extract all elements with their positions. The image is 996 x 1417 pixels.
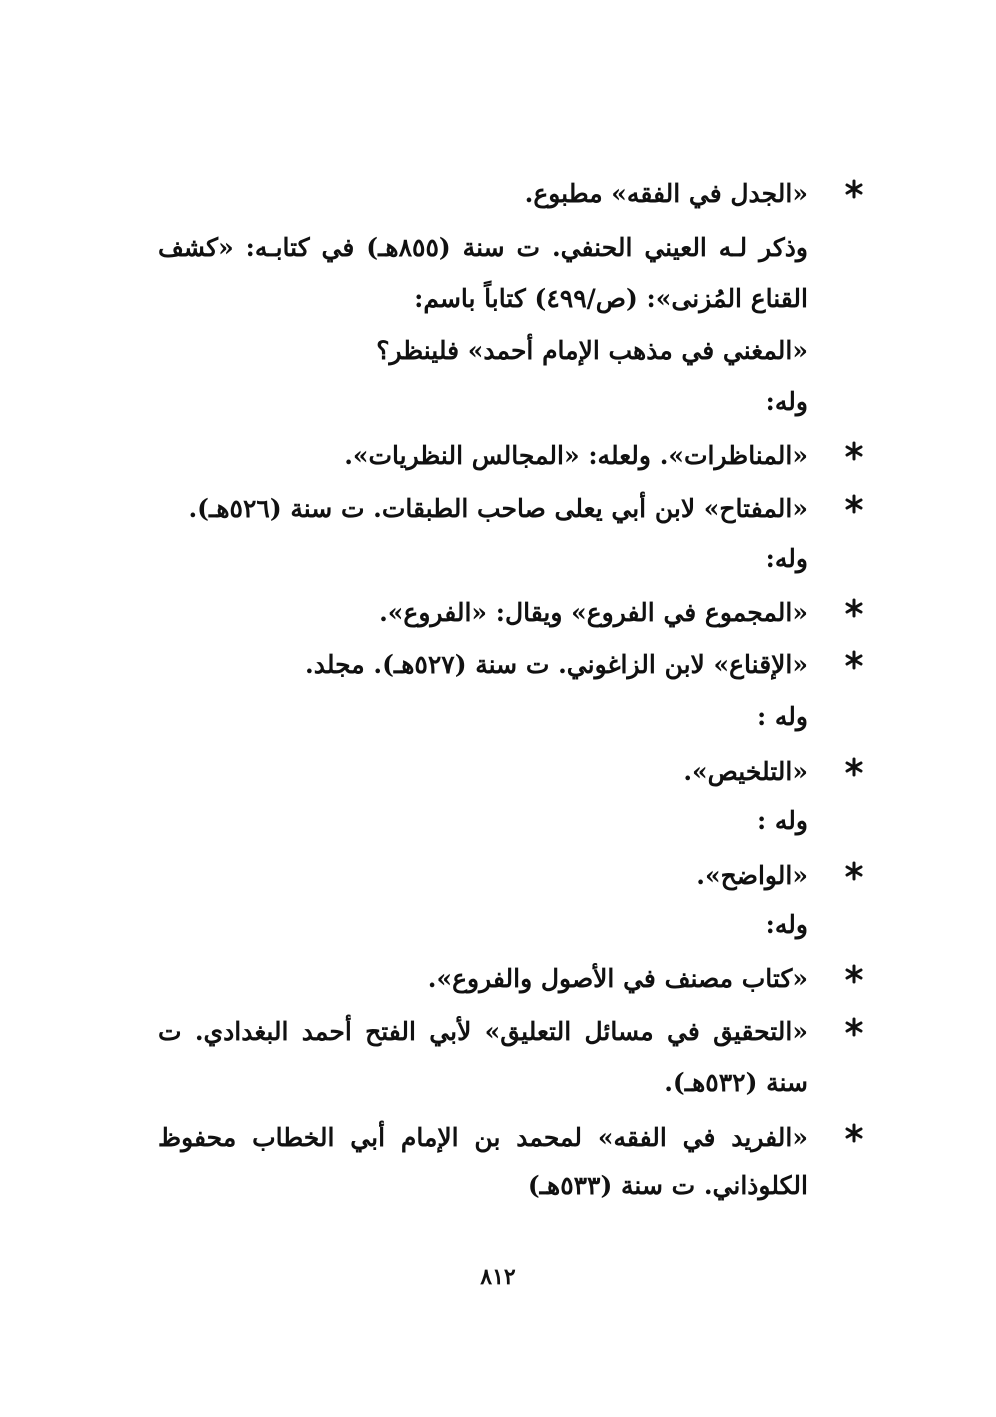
- text-line: «المجموع في الفروع» ويقال: «الفروع».: [379, 598, 808, 627]
- text-line: «المناظرات». ولعله: «المجالس النظريات».: [344, 441, 808, 470]
- text-line: «الواضح».: [696, 861, 808, 890]
- asterisk-icon: [844, 598, 864, 618]
- text-line: «الإقناع» لابن الزاغوني. ت سنة (٥٢٧هـ). مجلد.: [305, 650, 808, 679]
- page-number: ٨١٢: [480, 1264, 516, 1290]
- asterisk-icon: [844, 1123, 864, 1143]
- text-line: «كتاب مصنف في الأصول والفروع».: [427, 964, 808, 993]
- text-line: «المغني في مذهب الإمام أحمد» فلينظر؟: [376, 336, 808, 365]
- text-line: «التحقيق في مسائل التعليق» لأبي الفتح أحمد البغدادي. ت: [158, 1017, 808, 1046]
- text-line: القناع المُزنى»: (ص/٤٩٩) كتاباً باسم:: [414, 284, 808, 313]
- text-line: وله :: [756, 806, 808, 835]
- asterisk-icon: [844, 494, 864, 514]
- text-line: وله :: [756, 702, 808, 731]
- text-line: «التلخيص».: [683, 757, 808, 786]
- text-line: «المفتاح» لابن أبي يعلى صاحب الطبقات. ت سنة (٥٢٦هـ).: [188, 494, 808, 523]
- text-line: سنة (٥٣٢هـ).: [664, 1068, 808, 1097]
- asterisk-icon: [844, 861, 864, 881]
- text-line: الكلوذاني. ت سنة (٥٣٣هـ): [527, 1171, 808, 1200]
- text-line: وله:: [765, 387, 808, 416]
- asterisk-icon: [844, 1017, 864, 1037]
- asterisk-icon: [844, 179, 864, 199]
- text-line: «الفريد في الفقه» لمحمد بن الإمام أبي الخطاب محفوظ: [158, 1123, 808, 1152]
- text-line: وله:: [765, 910, 808, 939]
- text-line: وله:: [765, 544, 808, 573]
- asterisk-icon: [844, 964, 864, 984]
- asterisk-icon: [844, 650, 864, 670]
- asterisk-icon: [844, 757, 864, 777]
- text-line: وذكر لـه العيني الحنفي. ت سنة (٨٥٥هـ) في كتابـه: «كشف: [158, 233, 808, 262]
- text-line: «الجدل في الفقه» مطبوع.: [524, 179, 808, 208]
- asterisk-icon: [844, 441, 864, 461]
